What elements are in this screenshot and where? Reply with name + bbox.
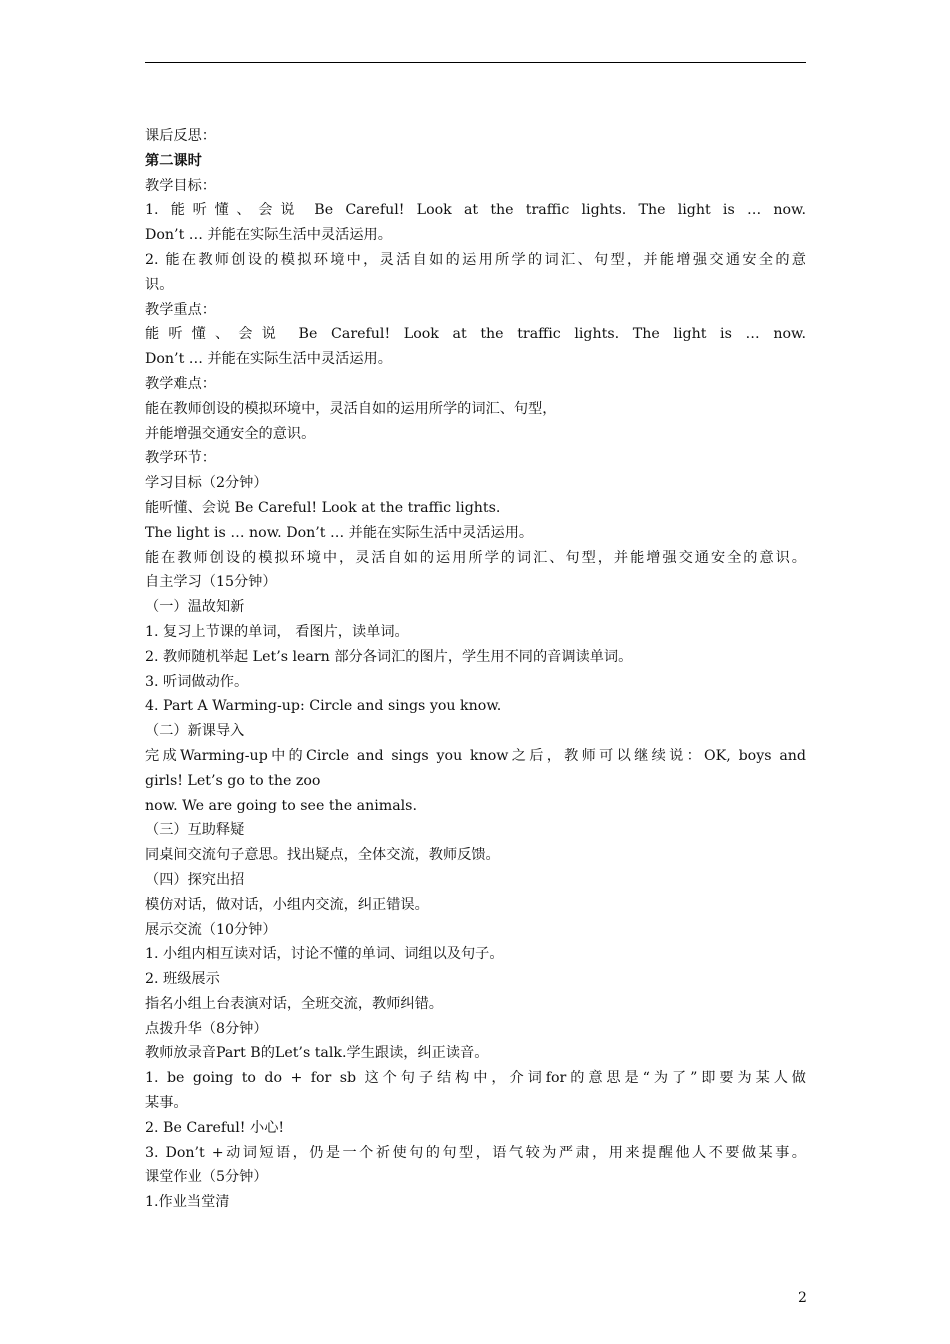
- text-line: 2. Be Careful! 小心!: [145, 1119, 285, 1136]
- text-line: 学习目标（2分钟）: [145, 475, 268, 492]
- section-title: 第二课时: [145, 152, 202, 169]
- text-line: 能在教师创设的模拟环境中，灵活自如的运用所学的词汇、句型，: [145, 400, 557, 417]
- text-line: 2. 班级展示: [145, 971, 220, 988]
- text-line: Don’t … 并能在实际生活中灵活运用。: [145, 351, 392, 368]
- text-line: 3. 听词做动作。: [145, 673, 249, 690]
- text-line: 指名小组上台表演对话，全班交流，教师纠错。: [145, 995, 443, 1012]
- text-line: 能听懂、会说 Be Careful! Look at the traffic lights. The light is … now.: [145, 326, 806, 343]
- text-line: （一）温故知新: [145, 599, 245, 616]
- page-number: 2: [798, 1290, 807, 1306]
- text-line: 教学目标：: [145, 177, 216, 194]
- text-line: 课后反思：: [145, 128, 216, 144]
- text-line: 识。: [145, 276, 174, 293]
- text-line: 完成Warming-up中的Circle and sings you know之后，教师可以继续说：OK, boys and: [145, 747, 806, 764]
- text-line: 教学环节：: [145, 450, 216, 467]
- text-line: 课堂作业（5分钟）: [145, 1169, 268, 1186]
- text-line: （二）新课导入: [145, 723, 245, 740]
- text-line: 1. 能听懂、会说 Be Careful! Look at the traffic lights. The light is … now.: [145, 202, 806, 219]
- text-line: 某事。: [145, 1095, 188, 1112]
- text-line: girls! Let’s go to the zoo: [145, 772, 321, 789]
- text-line: 1. be going to do + for sb 这个句子结构中，介词for的意思是“为了”即要为某人做: [145, 1070, 806, 1087]
- text-line: （四）探究出招: [145, 871, 245, 888]
- text-line: 2. 教师随机举起 Let’s learn 部分各词汇的图片，学生用不同的音调读单词。: [145, 648, 633, 665]
- text-line: 同桌间交流句子意思。找出疑点，全体交流，教师反馈。: [145, 847, 500, 864]
- text-line: 2. 能在教师创设的模拟环境中，灵活自如的运用所学的词汇、句型，并能增强交通安全的意: [145, 251, 806, 268]
- text-line: 自主学习（15分钟）: [145, 574, 277, 591]
- text-line: 并能增强交通安全的意识。: [145, 425, 316, 442]
- text-line: 1.作业当堂清: [145, 1194, 230, 1211]
- text-line: now. We are going to see the animals.: [145, 797, 417, 814]
- text-line: 教学重点：: [145, 301, 216, 318]
- text-line: The light is … now. Don’t … 并能在实际生活中灵活运用。: [145, 524, 534, 541]
- text-line: 教学难点：: [145, 375, 216, 392]
- text-line: 能在教师创设的模拟环境中，灵活自如的运用所学的词汇、句型，并能增强交通安全的意识。: [145, 549, 806, 566]
- header-rule: [145, 62, 806, 63]
- text-line: 1. 小组内相互读对话，讨论不懂的单词、词组以及句子。: [145, 946, 504, 963]
- text-line: 模仿对话，做对话，小组内交流，纠正错误。: [145, 896, 429, 913]
- text-line: 1. 复习上节课的单词， 看图片，读单词。: [145, 623, 409, 640]
- text-line: 点拨升华（8分钟）: [145, 1020, 268, 1037]
- text-line: Don’t … 并能在实际生活中灵活运用。: [145, 227, 392, 244]
- text-line: 展示交流（10分钟）: [145, 921, 277, 938]
- text-line: （三）互助释疑: [145, 822, 245, 839]
- text-line: 3. Don’t +动词短语，仍是一个祈使句的句型，语气较为严肃，用来提醒他人不要做某事。: [145, 1144, 806, 1161]
- text-line: 4. Part A Warming-up: Circle and sings you know.: [145, 698, 502, 715]
- text-line: 教师放录音Part B的Let’s talk.学生跟读，纠正读音。: [145, 1045, 489, 1062]
- text-line: 能听懂、会说 Be Careful! Look at the traffic lights.: [145, 499, 501, 516]
- document-body: [145, 124, 806, 1215]
